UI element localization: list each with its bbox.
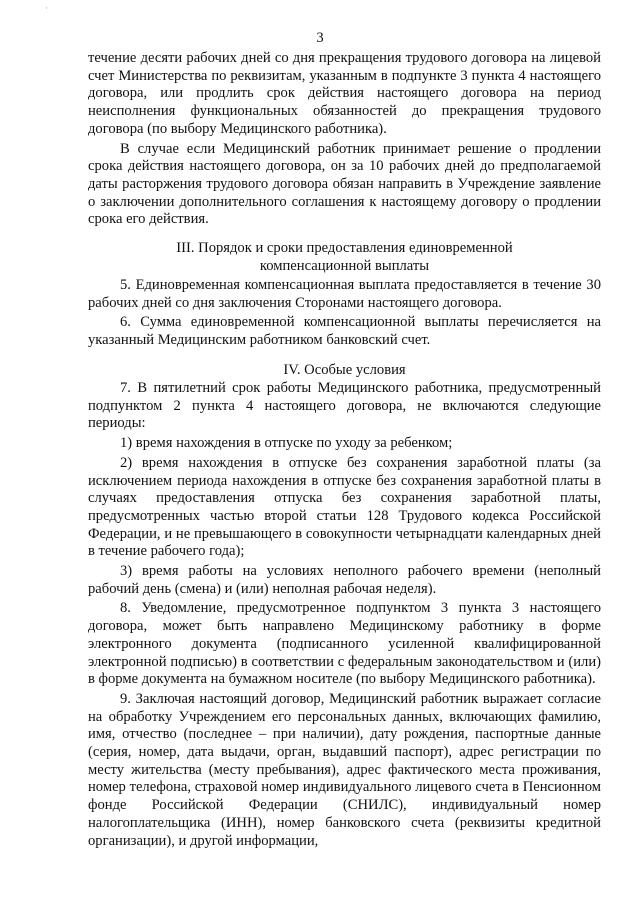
section-4-title: IV. Особые условия xyxy=(283,362,406,378)
paragraph-continuation: течение десяти рабочих дней со дня прекращения трудового договора на лицевой счет Министерства по реквизитам, указанным в подпункте 3 пункта 4 настоящего договора, или продлить срок действия настоящего договора на период неисполнения функциональных обязанностей до прекращения трудового договора (по выбору Медицинского работника). xyxy=(88,50,601,137)
paragraph-7-item-1: 1) время нахождения в отпуске по уходу за ребенком; xyxy=(120,435,453,452)
paragraph-9: 9. Заключая настоящий договор, Медицинский работник выражает согласие на обработку Учреждением его персональных данных, включающих фамилию, имя, отчество (последнее – при наличии), дату рождения, паспортные данные (серия, номер, дата выдачи, орган, выдавший паспорт), адрес регистрации по месту жительства (месту пребывания), адрес фактического места проживания, номер телефона, страховой номер индивидуального лицевого счета в Пенсионном фонде Российской Федерации (СНИЛС), индивидуальный номер налогоплательщика (ИНН), номер банковского счета (реквизиты кредитной организации), и другой информации, xyxy=(88,690,601,849)
scan-mark: · xyxy=(45,3,48,13)
paragraph-7-item-3: 3) время работы на условиях неполного рабочего времени (неполный рабочий день (смена) и (или) неполная рабочая неделя). xyxy=(88,563,601,597)
section-3-title-line2: компенсационной выплаты xyxy=(259,257,430,274)
text-block-top xyxy=(88,50,601,231)
section-3-title xyxy=(88,240,601,275)
paragraph-7: 7. В пятилетний срок работы Медицинского работника, предусмотренный подпунктом 2 пункта 4 настоящего договора, не включаются следующие периоды: xyxy=(88,380,601,432)
section-3-title-line1: III. Порядок и сроки предоставления единовременной xyxy=(176,240,513,256)
paragraph-8: 8. Уведомление, предусмотренное подпунктом 3 пункта 3 настоящего договора, может быть направлено Медицинскому работнику в форме электронного документа (подписанного усиленной квалифицированной электронной подписью) в соответствии с федеральным законодательством и (или) в форме документа на бумажном носителе (по выбору Медицинского работника). xyxy=(88,600,601,688)
paragraph-5: 5. Единовременная компенсационная выплата предоставляется в течение 30 рабочих дней со дня заключения Сторонами настоящего договора. xyxy=(88,277,601,311)
paragraph-extension: В случае если Медицинский работник принимает решение о продлении срока действия настоящего договора, он за 10 рабочих дней до предполагаемой даты расторжения трудового договора обязан направить в Учреждение заявление о заключении дополнительного соглашения к настоящему договору о продлении срока его действия. xyxy=(88,140,601,228)
page-number: 3 xyxy=(316,30,324,46)
paragraph-6: 6. Сумма единовременной компенсационной выплаты перечисляется на указанный Медицинским работником банковский счет. xyxy=(88,314,601,349)
section-3-body xyxy=(88,277,601,352)
section-4-body xyxy=(88,380,601,852)
paragraph-7-item-2: 2) время нахождения в отпуске без сохранения заработной платы (за исключением периода нахождения в отпуске без сохранения заработной платы в случаях предоставления отпуска без сохранения заработной платы, предусмотренных частью второй статьи 128 Трудового кодекса Российской Федерации, и не превышающего в совокупности четырнадцати календарных дней в течение рабочего года); xyxy=(88,454,601,560)
